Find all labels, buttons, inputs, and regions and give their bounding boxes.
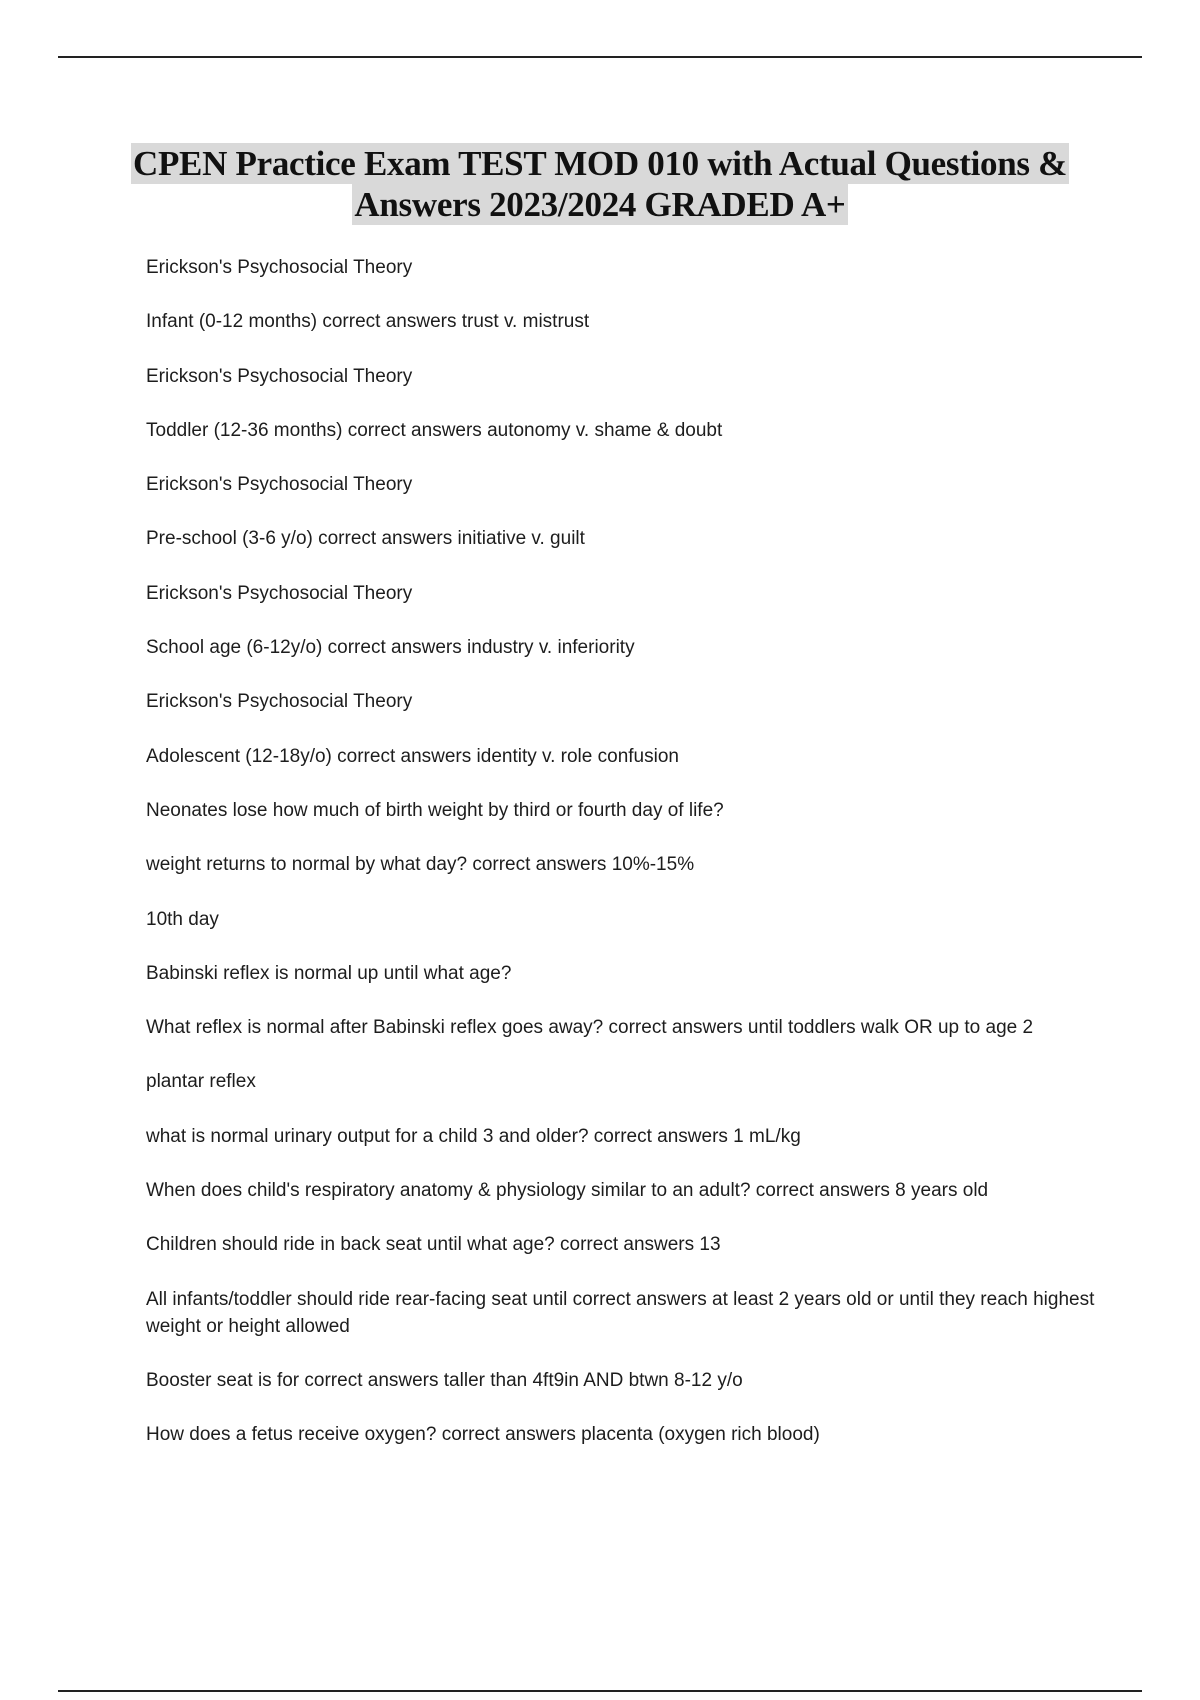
- body-line: What reflex is normal after Babinski reflex goes away? correct answers until toddlers walk OR up to age 2: [146, 1017, 1034, 1039]
- body-line: When does child's respiratory anatomy & physiology similar to an adult? correct answers 8 years old: [146, 1180, 989, 1202]
- body-line: Pre-school (3-6 y/o) correct answers initiative v. guilt: [146, 528, 585, 550]
- body-line: Neonates lose how much of birth weight by third or fourth day of life?: [146, 799, 724, 821]
- title-line-2: Answers 2023/2024 GRADED A+: [354, 185, 846, 224]
- body-line: Booster seat is for correct answers taller than 4ft9in AND btwn 8-12 y/o: [146, 1369, 743, 1391]
- body-line: Children should ride in back seat until what age? correct answers 13: [146, 1234, 721, 1256]
- document-body: [146, 254, 1106, 1476]
- body-line: Babinski reflex is normal up until what age?: [146, 962, 512, 984]
- body-line: what is normal urinary output for a child 3 and older? correct answers 1 mL/kg: [146, 1125, 801, 1147]
- document-title: [0, 143, 1200, 225]
- body-line: plantar reflex: [146, 1071, 256, 1093]
- body-line: All infants/toddler should ride rear-facing seat until correct answers at least 2 years old or until they reach highest weight or height allowed: [146, 1288, 1095, 1337]
- body-line: How does a fetus receive oxygen? correct answers placenta (oxygen rich blood): [146, 1424, 820, 1446]
- body-line: School age (6-12y/o) correct answers industry v. inferiority: [146, 637, 635, 659]
- body-line: weight returns to normal by what day? correct answers 10%-15%: [146, 854, 695, 876]
- body-line: Erickson's Psychosocial Theory: [146, 474, 413, 496]
- top-rule: [58, 56, 1142, 58]
- body-line: Infant (0-12 months) correct answers trust v. mistrust: [146, 311, 590, 333]
- body-line: Adolescent (12-18y/o) correct answers identity v. role confusion: [146, 745, 679, 767]
- title-line-1: CPEN Practice Exam TEST MOD 010 with Actual Questions &: [132, 144, 1067, 183]
- body-line: Toddler (12-36 months) correct answers autonomy v. shame & doubt: [146, 419, 723, 441]
- body-line: Erickson's Psychosocial Theory: [146, 257, 413, 278]
- body-line: Erickson's Psychosocial Theory: [146, 582, 413, 604]
- body-line: Erickson's Psychosocial Theory: [146, 365, 413, 387]
- body-line: Erickson's Psychosocial Theory: [146, 691, 413, 713]
- bottom-rule: [58, 1690, 1142, 1692]
- body-line: 10th day: [146, 908, 219, 930]
